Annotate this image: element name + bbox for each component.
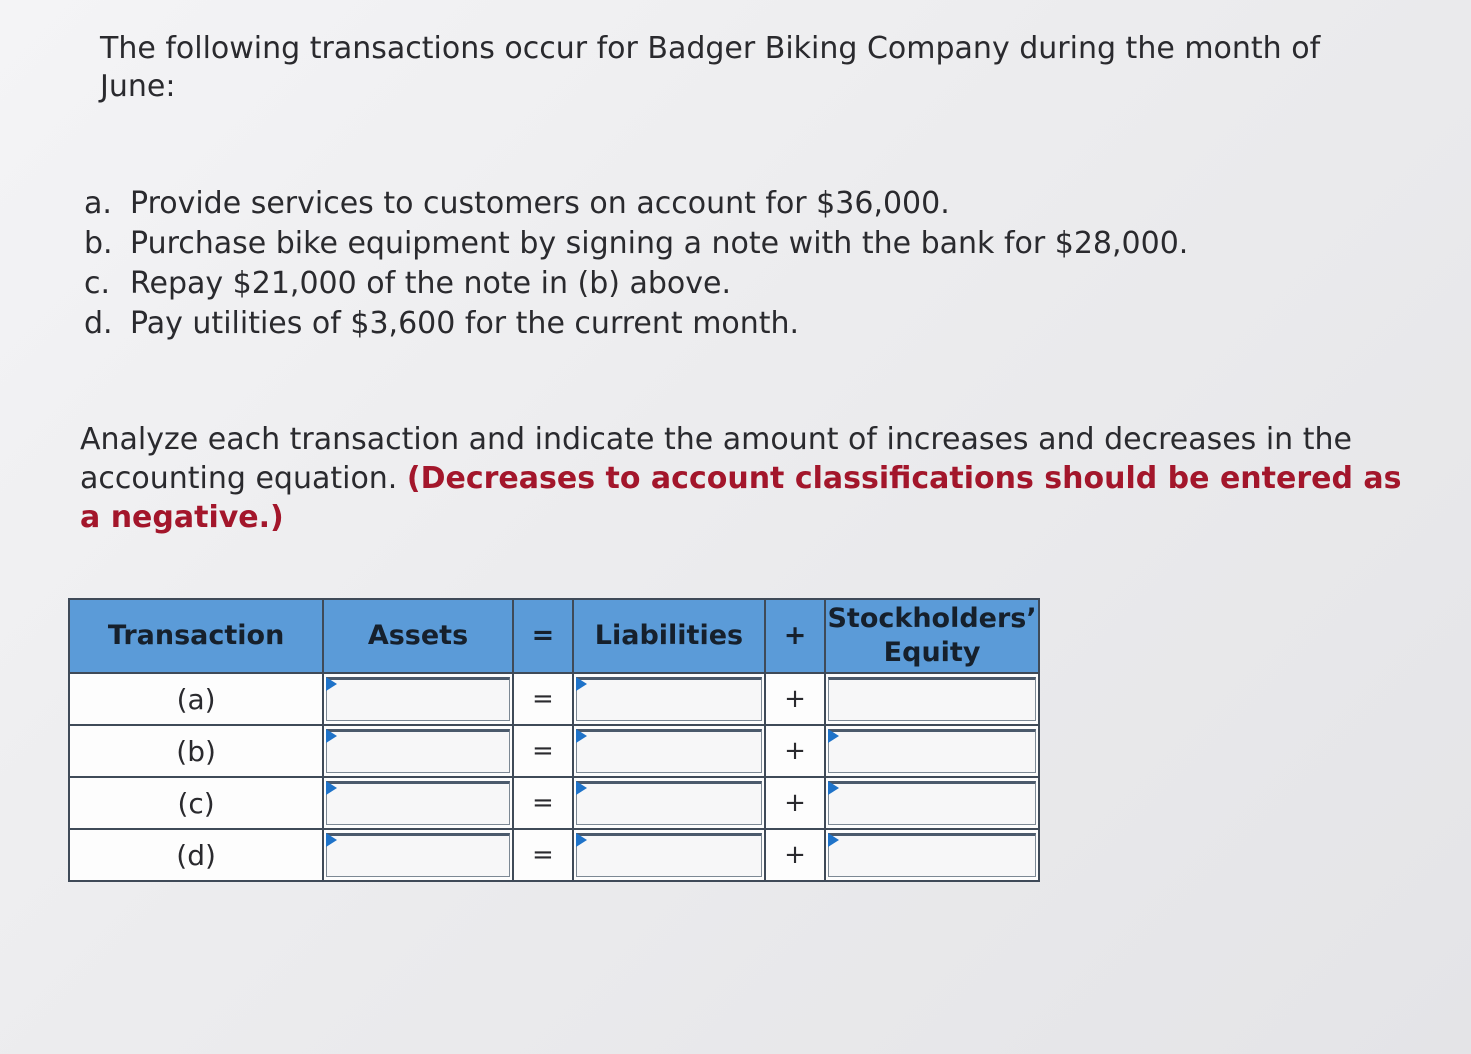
input-flag-icon [576, 781, 587, 795]
table-row [69, 725, 1039, 777]
liabilities-field[interactable] [576, 833, 762, 877]
assets-field[interactable] [326, 781, 510, 825]
header-transaction: Transaction [69, 599, 323, 673]
list-item-text: Repay $21,000 of the note in (b) above. [130, 266, 732, 301]
header-plus: + [765, 599, 825, 673]
equals-sign: = [513, 725, 573, 777]
list-item-letter: b. [84, 226, 113, 261]
equity-input-c[interactable] [825, 777, 1039, 829]
equals-sign: = [513, 829, 573, 881]
list-item-text: Purchase bike equipment by signing a note with the bank for $28,000. [130, 226, 1189, 261]
plus-sign: + [765, 829, 825, 881]
table-header-row [69, 599, 1039, 673]
liabilities-field[interactable] [576, 781, 762, 825]
list-item-letter: a. [84, 186, 112, 221]
equity-input-a[interactable] [825, 673, 1039, 725]
accounting-equation-table [68, 598, 1040, 882]
header-assets: Assets [323, 599, 513, 673]
plus-sign: + [765, 777, 825, 829]
row-label: (a) [69, 673, 323, 725]
plus-sign: + [765, 673, 825, 725]
equals-sign: = [513, 777, 573, 829]
instructions [80, 420, 1410, 537]
row-label: (c) [69, 777, 323, 829]
assets-input-b[interactable] [323, 725, 513, 777]
equity-field[interactable] [828, 729, 1036, 773]
input-flag-icon [828, 729, 839, 743]
equity-input-b[interactable] [825, 725, 1039, 777]
equity-input-d[interactable] [825, 829, 1039, 881]
list-item-text: Provide services to customers on account for $36,000. [130, 186, 950, 221]
plus-sign: + [765, 725, 825, 777]
input-flag-icon [326, 677, 337, 691]
list-item [84, 264, 1188, 304]
assets-input-a[interactable] [323, 673, 513, 725]
liabilities-input-c[interactable] [573, 777, 765, 829]
list-item [84, 224, 1188, 264]
assets-field[interactable] [326, 729, 510, 773]
transaction-list [84, 184, 1188, 344]
assets-input-c[interactable] [323, 777, 513, 829]
instruction-note: (Decreases to account classifications should be entered as a negative.) [80, 461, 1402, 535]
equals-sign: = [513, 673, 573, 725]
header-liabilities: Liabilities [573, 599, 765, 673]
list-item-letter: d. [84, 306, 113, 341]
input-flag-icon [828, 833, 839, 847]
problem-intro: The following transactions occur for Badger Biking Company during the month of June: [100, 31, 1321, 104]
header-equity: Stockholders’ Equity [825, 599, 1039, 673]
equity-field[interactable] [828, 833, 1036, 877]
row-label: (b) [69, 725, 323, 777]
table-row [69, 829, 1039, 881]
input-flag-icon [326, 833, 337, 847]
table-row [69, 777, 1039, 829]
equity-field[interactable] [828, 677, 1036, 721]
liabilities-field[interactable] [576, 677, 762, 721]
liabilities-input-b[interactable] [573, 725, 765, 777]
input-flag-icon [576, 729, 587, 743]
input-flag-icon [828, 781, 839, 795]
input-flag-icon [576, 833, 587, 847]
input-flag-icon [326, 781, 337, 795]
assets-input-d[interactable] [323, 829, 513, 881]
list-item-letter: c. [84, 266, 111, 301]
header-equals: = [513, 599, 573, 673]
equity-field[interactable] [828, 781, 1036, 825]
list-item-text: Pay utilities of $3,600 for the current month. [130, 306, 800, 341]
assets-field[interactable] [326, 833, 510, 877]
table-row [69, 673, 1039, 725]
row-label: (d) [69, 829, 323, 881]
list-item [84, 304, 1188, 344]
input-flag-icon [576, 677, 587, 691]
liabilities-input-d[interactable] [573, 829, 765, 881]
input-flag-icon [326, 729, 337, 743]
list-item [84, 184, 1188, 224]
liabilities-input-a[interactable] [573, 673, 765, 725]
instruction-text: Analyze each transaction and indicate the amount of increases and decreases in the accounting equation. [80, 422, 1352, 496]
assets-field[interactable] [326, 677, 510, 721]
liabilities-field[interactable] [576, 729, 762, 773]
